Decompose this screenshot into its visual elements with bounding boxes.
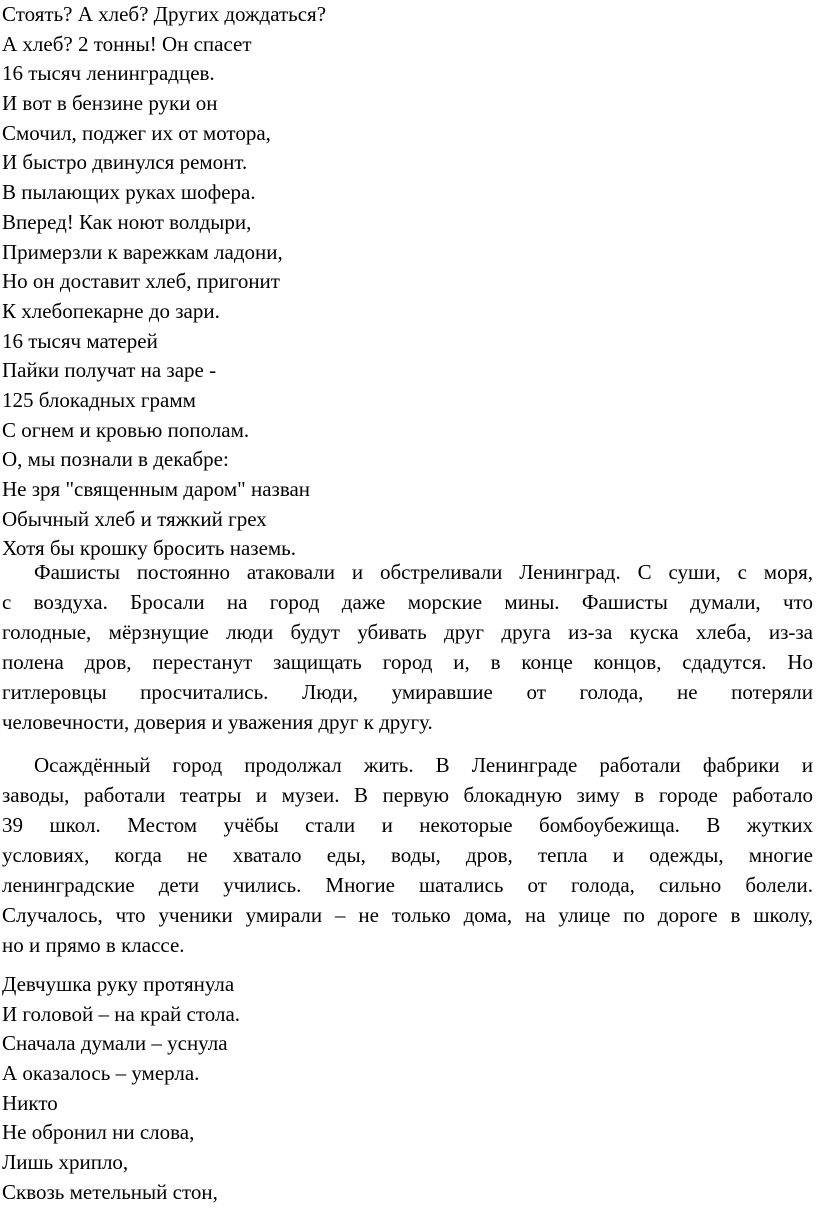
poem-block-girl [2, 970, 782, 1208]
poem-line: Обычный хлеб и тяжкий грех [2, 506, 267, 531]
poem-line: Девчушка руку протянула [2, 972, 235, 996]
poem-line: И вот в бензине руки он [2, 91, 218, 116]
poem-line: 125 блокадных грамм [2, 387, 196, 412]
poem-line: Никто [2, 1090, 58, 1115]
poem-line: Вперед! Как ноют волдыри, [2, 209, 252, 234]
poem-block-bread [2, 0, 782, 564]
paragraph-line: полена дров, перестанут защищать город и, в конце концов, сдадутся. Но [2, 650, 813, 674]
paragraph-line: гитлеровцы просчитались. Люди, умиравшие от голода, не потеряли [2, 680, 813, 704]
paragraph-line: Осаждённый город продолжал жить. В Ленинграде работали фабрики и [34, 753, 813, 777]
poem-line: Пайки получат на заре - [2, 358, 217, 383]
poem-line: Не зря "священным даром" назван [2, 477, 311, 501]
poem-line: Не обронил ни слова, [2, 1120, 195, 1145]
paragraph-line: заводы, работали театры и музеи. В первую блокадную зиму в городе работало [2, 783, 813, 807]
paragraph-line: 39 школ. Местом учёбы стали и некоторые бомбоубежища. В жутких [2, 813, 813, 837]
poem-line: 16 тысяч ленинградцев. [2, 61, 215, 86]
paragraph-city-life [2, 750, 813, 960]
poem-line: Но он доставит хлеб, пригонит [2, 269, 280, 294]
poem-line: Сначала думали – уснула [2, 1031, 228, 1056]
poem-line: А хлеб? 2 тонны! Он спасет [2, 31, 252, 56]
paragraph-line: Случалось, что ученики умирали – не только дома, на улице по дороге в школу, [2, 903, 813, 927]
paragraph-siege-attacks [2, 557, 813, 737]
paragraph-line: человечности, доверия и уважения друг к другу. [2, 710, 433, 734]
paragraph-line: Фашисты постоянно атаковали и обстреливали Ленинград. С суши, с моря, [34, 560, 813, 584]
paragraph-line: условиях, когда не хватало еды, воды, дров, тепла и одежды, многие [2, 843, 813, 867]
poem-line: Лишь хрипло, [2, 1150, 129, 1175]
poem-line: 16 тысяч матерей [2, 328, 158, 353]
poem-line: Сквозь метельный стон, [2, 1179, 218, 1204]
poem-line: О, мы познали в декабре: [2, 447, 229, 472]
poem-line: Хотя бы крошку бросить наземь. [2, 536, 297, 561]
poem-line: И быстро двинулся ремонт. [2, 150, 248, 175]
poem-line: Стоять? А хлеб? Других дождаться? [2, 2, 327, 26]
poem-line: И головой – на край стола. [2, 1001, 241, 1026]
poem-line: К хлебопекарне до зари. [2, 298, 220, 323]
poem-line: В пылающих руках шофера. [2, 180, 256, 205]
paragraph-line: но и прямо в классе. [2, 933, 185, 957]
paragraph-line: голодные, мёрзнущие люди будут убивать друг друга из-за куска хлеба, из-за [2, 620, 813, 644]
paragraph-line: с воздуха. Бросали на город даже морские мины. Фашисты думали, что [2, 590, 813, 614]
poem-line: А оказалось – умерла. [2, 1061, 200, 1086]
paragraph-line: ленинградские дети учились. Многие шатались от голода, сильно болели. [2, 873, 813, 897]
poem-line: Смочил, поджег их от мотора, [2, 120, 271, 145]
poem-line: С огнем и кровью пополам. [2, 417, 250, 442]
poem-line: Примерзли к варежкам ладони, [2, 239, 283, 264]
